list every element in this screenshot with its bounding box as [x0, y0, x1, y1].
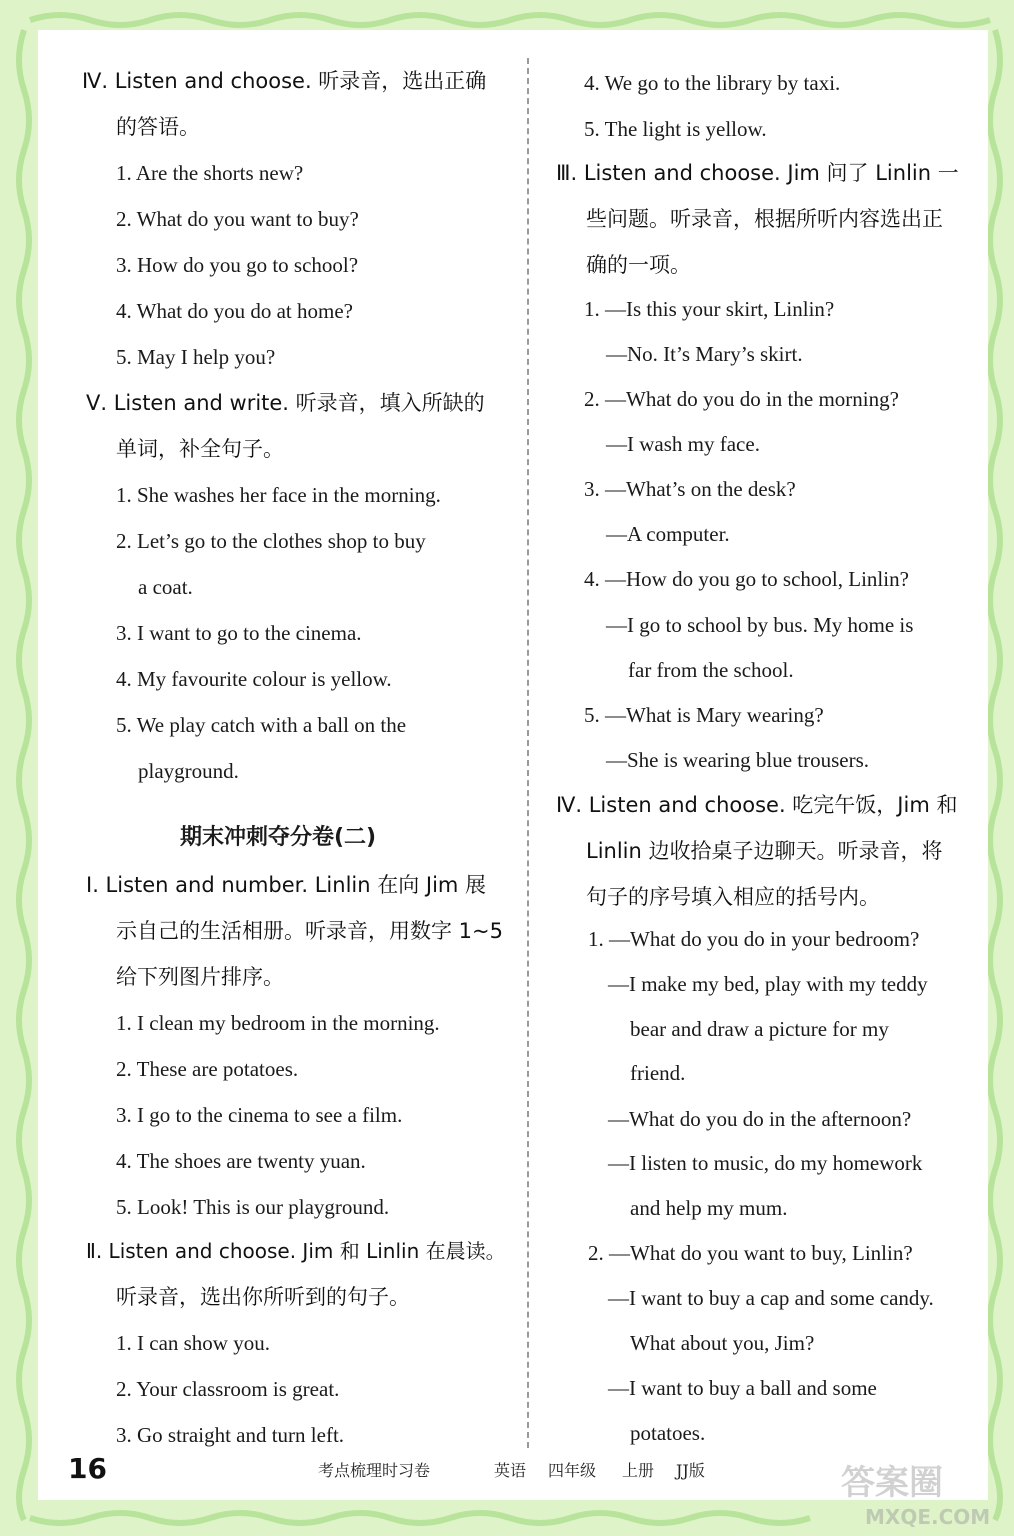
section-5-title-cont: 单词，补全句子。	[116, 437, 284, 461]
list-item: 3. Go straight and turn left.	[116, 1423, 345, 1447]
dialogue-line: —I go to school by bus. My home is	[606, 613, 914, 637]
list-item: 5. The light is yellow.	[584, 117, 767, 141]
part4-title: Ⅳ. Listen and choose. 吃完午饭，Jim 和	[556, 793, 958, 817]
part4-title-cont: 句子的序号填入相应的括号内。	[586, 885, 880, 909]
watermark-text: 答案圈	[841, 1463, 943, 1503]
list-item: 2. Your classroom is great.	[116, 1377, 340, 1401]
dialogue-line: —I want to buy a cap and some candy.	[608, 1286, 934, 1310]
part2-title: Ⅱ. Listen and choose. Jim 和 Linlin 在晨读。	[86, 1239, 506, 1263]
dialogue-line: —No. It’s Mary’s skirt.	[606, 342, 803, 366]
dialogue-line: —What do you do in the afternoon?	[608, 1107, 912, 1131]
list-item: 4. We go to the library by taxi.	[584, 71, 841, 95]
dialogue-line: What about you, Jim?	[630, 1331, 815, 1355]
dialogue-line: far from the school.	[628, 658, 794, 682]
section-4-title: Ⅳ. Listen and choose. 听录音，选出正确	[82, 69, 487, 93]
dialogue-line: 1. —Is this your skirt, Linlin?	[584, 297, 835, 321]
dialogue-line: —I want to buy a ball and some	[608, 1376, 877, 1400]
part1-title-cont: 给下列图片排序。	[116, 965, 284, 989]
dialogue-line: friend.	[630, 1061, 686, 1085]
dialogue-line: 2. —What do you want to buy, Linlin?	[588, 1241, 913, 1265]
section-5-title: Ⅴ. Listen and write. 听录音，填入所缺的	[86, 391, 485, 415]
list-item: 5. We play catch with a ball on the	[116, 713, 407, 737]
grade-label: 四年级	[548, 1461, 597, 1480]
watermark-logo	[835, 1458, 1005, 1533]
dialogue-line: —I make my bed, play with my teddy	[608, 972, 928, 996]
list-item: 3. I want to go to the cinema.	[116, 621, 362, 645]
part3-title: Ⅲ. Listen and choose. Jim 问了 Linlin 一	[556, 161, 959, 185]
dialogue-line: 5. —What is Mary wearing?	[584, 703, 824, 727]
list-item: 3. I go to the cinema to see a film.	[116, 1103, 403, 1127]
list-item: 2. These are potatoes.	[116, 1057, 299, 1081]
part3-title-cont: 些问题。听录音，根据所听内容选出正	[586, 207, 943, 231]
list-item: 1. I can show you.	[116, 1331, 270, 1355]
book-title: 考点梳理时习卷	[318, 1461, 431, 1480]
list-item: 1. She washes her face in the morning.	[116, 483, 441, 507]
list-item: 2. Let’s go to the clothes shop to buy	[116, 529, 426, 553]
watermark-url: MXQE.COM	[865, 1505, 991, 1529]
list-item: 3. How do you go to school?	[116, 253, 359, 277]
page-number: 16	[68, 1452, 107, 1485]
dialogue-line: —A computer.	[606, 522, 730, 546]
list-item: 4. The shoes are twenty yuan.	[116, 1149, 366, 1173]
dialogue-line: —I listen to music, do my homework	[608, 1151, 923, 1175]
part3-title-cont: 确的一项。	[586, 253, 691, 277]
list-item: 1. Are the shorts new?	[116, 161, 304, 185]
list-item-cont: playground.	[138, 759, 239, 783]
part-title: 期末冲刺夺分卷(二)	[180, 825, 377, 850]
list-item: 4. What do you do at home?	[116, 299, 353, 323]
dialogue-line: 3. —What’s on the desk?	[584, 477, 796, 501]
dialogue-line: potatoes.	[630, 1421, 706, 1445]
list-item: 1. I clean my bedroom in the morning.	[116, 1011, 440, 1035]
list-item: 5. May I help you?	[116, 345, 276, 369]
part1-title-cont: 示自己的生活相册。听录音，用数字 1~5	[116, 919, 503, 943]
part2-title-cont: 听录音，选出你所听到的句子。	[116, 1285, 410, 1309]
list-item: 5. Look! This is our playground.	[116, 1195, 390, 1219]
dialogue-line: and help my mum.	[630, 1196, 788, 1220]
edition-label: JJ版	[676, 1461, 705, 1480]
dialogue-line: bear and draw a picture for my	[630, 1017, 889, 1041]
part4-title-cont: Linlin 边收拾桌子边聊天。听录音，将	[586, 839, 943, 863]
section-4-title-cont: 的答语。	[116, 115, 200, 139]
list-item: 4. My favourite colour is yellow.	[116, 667, 392, 691]
subject-label: 英语	[494, 1461, 527, 1480]
list-item: 2. What do you want to buy?	[116, 207, 359, 231]
volume-label: 上册	[622, 1461, 655, 1480]
dialogue-line: —She is wearing blue trousers.	[606, 748, 870, 772]
dialogue-line: 4. —How do you go to school, Linlin?	[584, 567, 909, 591]
dialogue-line: —I wash my face.	[606, 432, 760, 456]
dialogue-line: 1. —What do you do in your bedroom?	[588, 927, 920, 951]
part1-title: Ⅰ. Listen and number. Linlin 在向 Jim 展	[86, 873, 487, 897]
list-item-cont: a coat.	[138, 575, 193, 599]
column-divider	[527, 58, 529, 1448]
dialogue-line: 2. —What do you do in the morning?	[584, 387, 899, 411]
